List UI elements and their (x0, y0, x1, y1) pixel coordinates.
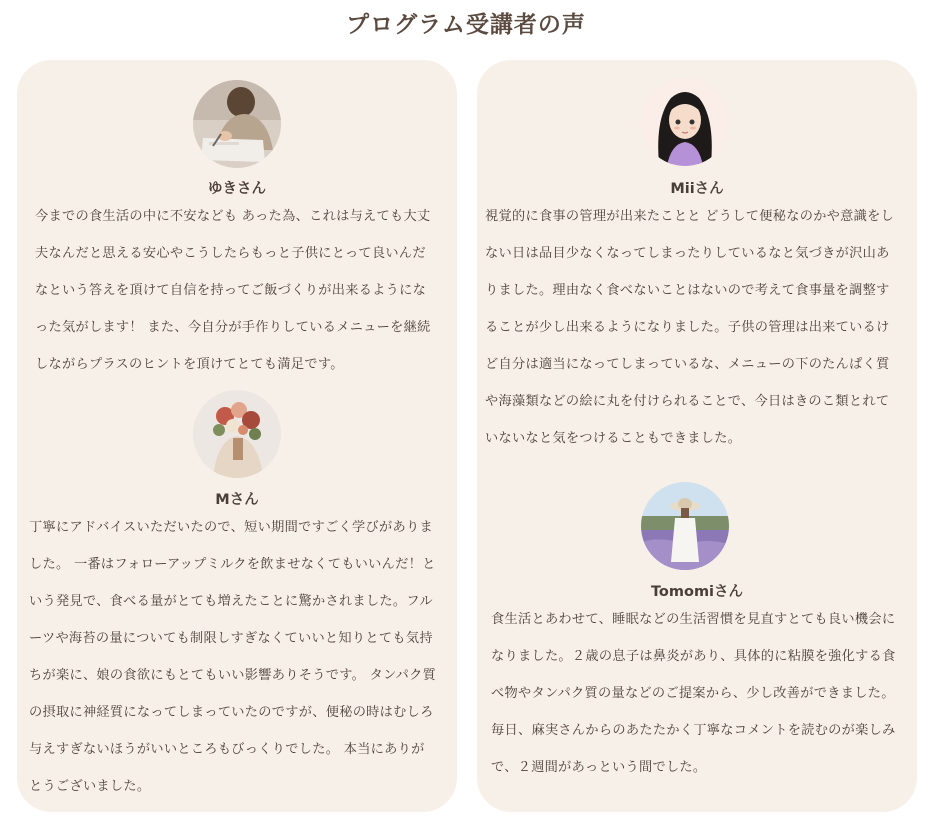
avatar-tomomi (641, 482, 729, 570)
woman-writing-at-desk-photo (193, 80, 281, 168)
testimonial-name-mii: Miiさん (670, 181, 724, 197)
avatar-mii (641, 78, 729, 166)
flower-bouquet-photo (193, 390, 281, 478)
testimonial-name-tomomi: Tomomiさん (650, 584, 744, 600)
page-title: プログラム受講者の声 (346, 12, 586, 38)
testimonial-text-mii: 視覚的に食事の管理が出来たことと どうして便秘なのかや意識をしない日は品目少なくなってしまったりしているなと気づきが沢山ありました。理由なく食べないことはないので考えて食事量を調整することが少し出来るようになりました。子供の管理は出来ているけど自分は適当になってしまっているな、メニューの下のたんぱく質や海藻類などの絵に丸を付けられることで、今日はきのこ類とれていないなと気をつけることもできました。 (485, 209, 895, 446)
illustrated-girl-avatar (641, 78, 729, 166)
testimonial-text-yuki: 今までの食生活の中に不安なども あった為、これは与えても大丈夫なんだと思える安心やこうしたらもっと子供にとって良いんだなという答えを頂けて自信を持ってご飯づくりが出来るようになった気がします！ また、今自分が手作りしているメニューを継続しながらプラスのヒントを頂けてとても満足です。 (35, 209, 431, 372)
testimonial-name-yuki: ゆきさん (208, 181, 266, 197)
testimonial-card-right (477, 60, 917, 812)
testimonial-text-m: 丁寧にアドバイスいただいたので、短い期間ですごく学びがありました。 一番はフォローアップミルクを飲ませなくてもいいんだ！という発見で、食べる量がとても増えたことに驚かされました。フルーツや海苔の量についても制限しすぎなくていいと知りとても気持ちが楽に、娘の食欲にもとてもいい影響ありそうです。 タンパク質の摂取に神経質になってしまっていたのですが、便秘の時はむしろ与えすぎないほうがいいところもびっくりでした。 本当にありがとうございました。 (29, 520, 437, 794)
testimonial-name-m: Mさん (215, 492, 259, 508)
avatar-m (193, 390, 281, 478)
woman-in-lavender-field-photo (641, 482, 729, 570)
testimonial-card-left (17, 60, 457, 812)
testimonial-text-tomomi: 食生活とあわせて、睡眠などの生活習慣を見直すとても良い機会になりました。２歳の息子は鼻炎があり、具体的に粘膜を強化する食べ物やタンパク質の量などのご提案から、少し改善ができました。 毎日、麻実さんからのあたたかく丁寧なコメントを読むのが楽しみで、２週間があっという間でした。 (491, 612, 896, 775)
avatar-yuki (193, 80, 281, 168)
